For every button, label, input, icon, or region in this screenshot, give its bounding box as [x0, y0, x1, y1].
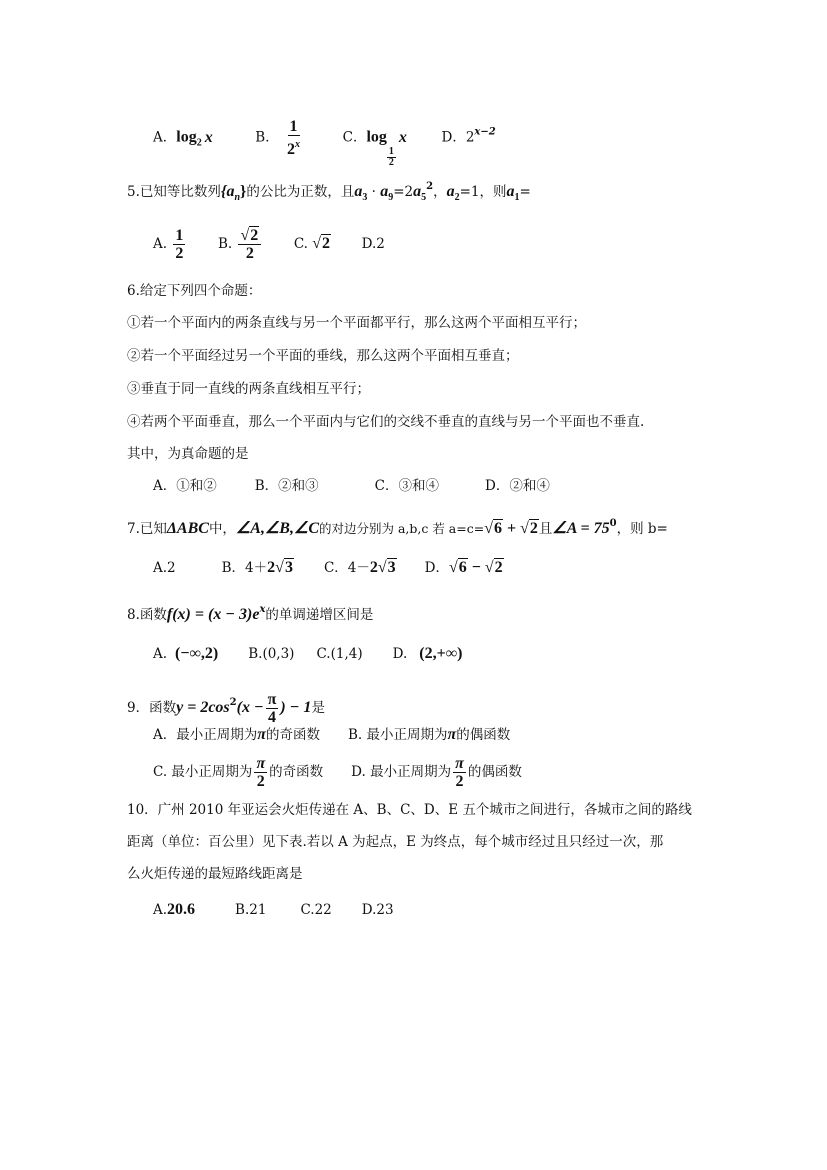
q8-option-a-value: (−∞,2): [175, 645, 219, 662]
q9-option-a-pi: π: [257, 726, 266, 743]
q7-option-a: A.2: [153, 560, 176, 576]
q7-option-c-sqrt: √3: [377, 559, 396, 576]
q8-option-d-label: D.: [392, 646, 408, 662]
q9-option-b-pi: π: [447, 726, 457, 743]
q4-option-c-base: [387, 147, 396, 168]
q7-option-d-label: D．: [424, 560, 449, 576]
q7-stem: [127, 514, 668, 539]
q7-option-b-coef: 2: [267, 559, 276, 576]
q4-option-b-denominator: 2: [287, 141, 296, 158]
q9-options-row-2: [153, 752, 522, 792]
q7-stem-sides: 的对边分别为 a,b,c 若 a=c=: [318, 521, 485, 536]
q9-option-d-denominator: 2: [455, 773, 464, 790]
q5-option-b-fraction: [238, 227, 261, 262]
q9-option-c-numerator: π: [256, 755, 266, 772]
q7-option-b-sqrt: √3: [275, 559, 293, 576]
q8-stem: [127, 600, 373, 625]
q4-option-d-expr: 2: [465, 129, 475, 146]
q5-a5-sup: 2: [426, 181, 434, 192]
q7-option-c-coef: 2: [369, 559, 378, 576]
q8-option-b: B.(0,3): [248, 646, 295, 662]
q4-option-c-base-denominator: 2: [388, 156, 394, 168]
q6-option-b: B．②和③: [254, 478, 319, 494]
q5-a2-sub: 2: [454, 192, 460, 203]
q5-a9-sub: 9: [388, 192, 394, 203]
q10-option-b: B.21: [235, 902, 267, 918]
q5-a3-sub: 3: [362, 192, 368, 203]
q8-option-d-value: (2,+∞): [419, 645, 463, 662]
q8-options: [153, 644, 462, 664]
q5-option-a-numerator: 1: [175, 227, 184, 244]
q9-stem-end: 是: [311, 700, 325, 716]
q9-option-a-text: A．最小正周期为: [153, 727, 258, 743]
q5-sequence-close: }: [240, 183, 247, 200]
q5-end: =: [519, 184, 531, 200]
q10-line-1: 10．广州 2010 年亚运会火炬传递在 A、B、C、D、E 五个城市之间进行，各城市之间的路线: [127, 802, 692, 818]
q6-proposition-4: ④若两个平面垂直，那么一个平面内与它们的交线不垂直的直线与另一个平面也不垂直.: [127, 414, 645, 430]
q5-equals-one: =1，则: [459, 184, 507, 200]
q7-sqrt6: √6: [484, 520, 502, 537]
q9-function-paren: (x −: [236, 699, 264, 716]
q7-option-d-radicand-2: 2: [494, 559, 503, 576]
q9-option-a-end: 的奇函数: [265, 727, 320, 743]
q10-line-2: 距离（单位：百公里）见下表.若以 A 为起点，E 为终点，每个城市经过且只经过一次，那: [127, 834, 664, 850]
q7-angle-a: ∠A = 75: [552, 520, 610, 537]
q7-option-d-radicand-1: 6: [458, 559, 467, 576]
q9-option-c-text: C. 最小正周期为: [153, 764, 253, 780]
q5-option-c-label: C.: [293, 236, 308, 252]
q7-option-c-label: C．4－: [323, 560, 370, 576]
q9-function-square: 2: [229, 697, 237, 708]
q6-proposition-3: ③垂直于同一直线的两条直线相互平行；: [127, 381, 370, 397]
q5-sequence: {a: [220, 183, 235, 200]
q5-a9: a: [380, 183, 389, 200]
q9-function-tail: ) − 1: [280, 699, 312, 716]
q5-a5: a: [413, 183, 422, 200]
q4-option-a-expr: log: [176, 128, 197, 146]
q9-option-b-text: B. 最小正周期为: [347, 727, 448, 743]
q5-comma: ，: [433, 184, 447, 200]
q7-angles: ∠A,∠B,∠C: [235, 520, 319, 537]
q7-options: [153, 558, 504, 578]
q9-options-row-1: [153, 725, 510, 745]
q5-sequence-sub: n: [234, 192, 241, 203]
q8-function: f(x) = (x − 3)e: [166, 606, 260, 623]
q9-option-d-text: D. 最小正周期为: [351, 764, 452, 780]
q5-a1-sub: 1: [514, 192, 520, 203]
q6-proposition-2: ②若一个平面经过另一个平面的垂线，那么这两个平面相互垂直；: [127, 348, 519, 364]
q6-option-c: C．③和④: [374, 478, 440, 494]
q6-options: [153, 476, 550, 496]
q5-option-a-fraction: [173, 227, 185, 262]
q7-stem-end: ，则 b=: [616, 521, 668, 537]
q9-function-fraction: [266, 691, 279, 726]
q4-option-a-base: 2: [196, 137, 202, 149]
q4-option-d-exponent: x−2: [474, 126, 496, 138]
q10-option-a-label: A.: [153, 902, 168, 918]
q4-option-b-label: B．: [255, 129, 279, 146]
q4-option-b-numerator: 1: [289, 118, 298, 135]
q4-option-a-label: A．: [153, 129, 177, 146]
q7-option-d-sqrt6: √6: [448, 559, 467, 576]
q5-option-b-label: B.: [217, 236, 233, 252]
q5-equals: =2: [393, 184, 414, 200]
q9-stem-intro: 9．函数: [127, 700, 177, 716]
q7-sqrt6-radicand: 6: [494, 520, 502, 537]
q5-stem-mid: 的公比为正数，且: [246, 184, 355, 200]
q9-option-c-end: 的奇函数: [269, 764, 324, 780]
q5-option-a-label: A.: [153, 236, 168, 252]
q10-option-d: D.23: [361, 902, 394, 918]
q5-option-b-denominator: 2: [245, 245, 254, 262]
q10-option-a-value: 20.6: [167, 901, 196, 918]
q5-option-d: D.2: [361, 236, 385, 252]
q9-option-d-fraction: [453, 755, 466, 790]
q5-dot: ·: [367, 184, 381, 200]
q5-stem: [127, 177, 531, 208]
q5-option-b-numerator-sqrt: √2: [238, 227, 261, 245]
q5-a3: a: [354, 183, 363, 200]
q8-option-c: C.(1,4): [316, 646, 363, 662]
q7-option-d-minus: −: [467, 559, 485, 576]
q10-line-3: 么火炬传递的最短路线距离是: [127, 866, 303, 882]
q9-option-c-denominator: 2: [256, 773, 265, 790]
q7-stem-intro: 7.已知: [127, 521, 167, 537]
q10-option-c: C.22: [300, 902, 332, 918]
q8-option-a-label: A.: [153, 646, 168, 662]
q7-triangle: ΔABC: [166, 520, 209, 537]
q4-option-c-arg: x: [398, 128, 407, 146]
q7-sqrt2: √2: [520, 520, 538, 537]
q7-option-b-radicand: 3: [284, 559, 293, 576]
q8-stem-intro: 8.函数: [127, 607, 167, 623]
q5-stem-intro: 5.已知等比数列: [127, 184, 221, 200]
q6-proposition-1: ①若一个平面内的两条直线与另一个平面都平行，那么这两个平面相互平行；: [127, 315, 586, 331]
q5-options: [153, 224, 385, 264]
q7-option-d-sqrt2: √2: [484, 559, 503, 576]
q4-option-c-expr: log: [366, 128, 387, 146]
q7-stem-mid: 中，: [208, 521, 236, 537]
q6-option-d: D．②和④: [485, 478, 550, 494]
q9-option-d-end: 的偶函数: [467, 764, 522, 780]
q5-option-a-denominator: 2: [175, 245, 184, 262]
q4-option-c-base-numerator: 1: [388, 145, 394, 157]
q5-option-b-numerator: 2: [250, 227, 259, 244]
q4-option-c-label: C．: [342, 129, 367, 146]
q9-option-c-fraction: [254, 755, 267, 790]
q4-option-b-exponent: x: [295, 139, 301, 150]
q6-option-a: A．①和②: [153, 478, 217, 494]
q9-option-d-numerator: π: [455, 755, 464, 772]
q7-and: 且: [538, 521, 553, 537]
q7-degree: 0: [609, 518, 617, 529]
q9-function-four: 4: [268, 709, 277, 726]
q9-option-b-end: 的偶函数: [456, 727, 511, 743]
q7-option-b-label: B．4＋: [221, 560, 268, 576]
q6-ask: 其中，为真命题的是: [127, 446, 249, 462]
q9-function-pi: π: [267, 691, 277, 708]
q7-option-c-radicand: 3: [387, 559, 396, 576]
q9-function-head: y = 2cos: [176, 699, 230, 716]
q8-stem-end: 的单调递增区间是: [265, 607, 374, 623]
q10-options: [153, 900, 394, 920]
q7-plus: +: [503, 520, 521, 537]
q5-a2: a: [446, 183, 455, 200]
q5-option-c-radicand: 2: [322, 235, 331, 252]
q4-option-d-label: D．: [441, 129, 466, 146]
q5-a1: a: [506, 183, 515, 200]
q4-option-a-arg: x: [204, 128, 213, 146]
q5-option-c-sqrt: √2: [312, 235, 331, 252]
q4-option-b-fraction: [285, 118, 302, 158]
q6-stem: 6.给定下列四个命题：: [127, 283, 262, 299]
q5-a5-sub: 5: [421, 192, 427, 203]
q7-sqrt2-radicand: 2: [529, 520, 538, 537]
q8-function-exponent: x: [259, 604, 266, 615]
q4-options: [153, 118, 496, 168]
q9-stem: [127, 683, 325, 726]
